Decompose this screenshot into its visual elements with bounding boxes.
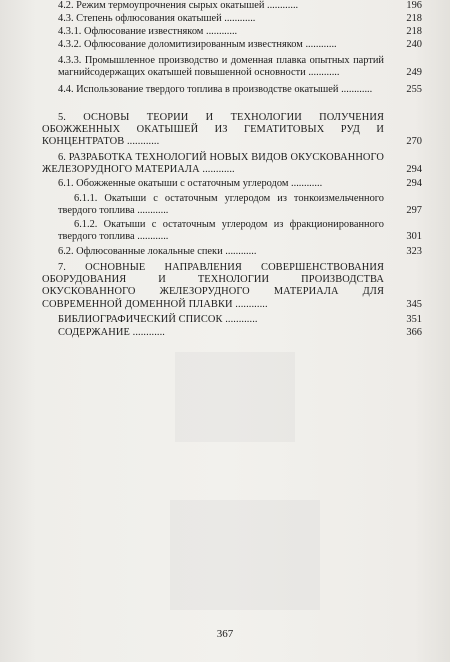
toc-entry-title: 4.4. Использование твердого топлива в производстве окатышей ............ — [58, 84, 373, 95]
show-through-shadow — [170, 500, 320, 610]
toc-entry-title: 6.1.2. Окатыши с остаточным углеродом из фракционированного твердого топлива ............ — [58, 219, 384, 243]
toc-entry-title: 4.3.3. Промышленное производство и доменная плавка опытных партий магнийсодержащих окатышей повышенной основности ............ — [58, 55, 384, 79]
toc-entry-page: 196 — [406, 0, 422, 11]
toc-entry-page: 323 — [406, 246, 422, 257]
toc-entry-page: 218 — [406, 26, 422, 37]
toc-entry-title: 4.2. Режим термоупрочнения сырых окатышей ............ — [58, 0, 299, 11]
page-number: 367 — [216, 628, 234, 640]
show-through-shadow — [175, 352, 295, 442]
toc-entry-title: 4.3.2. Офлюсование доломитизированным известняком ............ — [58, 39, 337, 50]
toc-entry — [42, 39, 422, 51]
toc-entry-page: 249 — [406, 67, 422, 79]
toc-chapter-entry — [42, 262, 422, 311]
toc-entry-title: 5. ОСНОВЫ ТЕОРИИ И ТЕХНОЛОГИИ ПОЛУЧЕНИЯ ОБОЖЖЕННЫХ ОКАТЫШЕЙ ИЗ ГЕМАТИТОВЫХ РУД И КОНЦЕНТРАТОВ ............ — [42, 112, 384, 148]
toc-entry — [42, 84, 422, 96]
toc-entry — [42, 314, 422, 326]
toc-entry — [42, 219, 422, 243]
toc-entry — [42, 178, 422, 190]
toc-entry-title: СОДЕРЖАНИЕ ............ — [58, 327, 166, 338]
toc-entry — [42, 193, 422, 217]
toc-entry-title: 6.1.1. Окатыши с остаточным углеродом из тонкоизмельченного твердого топлива ............ — [58, 193, 384, 217]
toc-entry-page: 294 — [406, 164, 422, 176]
toc-entry-title: 4.3.1. Офлюсование известняком ............ — [58, 26, 238, 37]
toc-entry — [42, 55, 422, 79]
toc-entry-title: БИБЛИОГРАФИЧЕСКИЙ СПИСОК ............ — [58, 314, 258, 325]
toc-entry-title: 7. ОСНОВНЫЕ НАПРАВЛЕНИЯ СОВЕРШЕНСТВОВАНИЯ ОБОРУДОВАНИЯ И ТЕХНОЛОГИИ ПРОИЗВОДСТВА ОКУСКОВАННОГО ЖЕЛЕЗОРУДНОГО МАТЕРИАЛА ДЛЯ СОВРЕМЕННОЙ ДОМЕННОЙ ПЛАВКИ ............ — [42, 262, 384, 310]
toc-entry — [42, 0, 422, 12]
toc-entry-page: 240 — [406, 39, 422, 50]
toc-entry-title: 6. РАЗРАБОТКА ТЕХНОЛОГИЙ НОВЫХ ВИДОВ ОКУСКОВАННОГО ЖЕЛЕЗОРУДНОГО МАТЕРИАЛА ............ — [42, 152, 384, 176]
toc-entry-page: 297 — [406, 205, 422, 217]
toc-entry-page: 345 — [406, 298, 422, 310]
toc-entry-page: 301 — [406, 231, 422, 243]
toc-entry-title: 6.1. Обожженные окатыши с остаточным углеродом ............ — [58, 178, 323, 189]
toc-entry-page: 366 — [406, 327, 422, 338]
toc-chapter-entry — [42, 112, 422, 149]
toc-entry-title: 6.2. Офлюсованные локальные спеки ............ — [58, 246, 257, 257]
toc-entry-page: 218 — [406, 13, 422, 24]
toc-entry — [42, 26, 422, 38]
toc-entry-page: 294 — [406, 178, 422, 189]
toc-entry — [42, 246, 422, 258]
toc-entry-page: 255 — [406, 84, 422, 95]
toc-entry-title: 4.3. Степень офлюсования окатышей ............ — [58, 13, 256, 24]
toc-chapter-entry — [42, 152, 422, 176]
toc-entry-page: 351 — [406, 314, 422, 325]
toc-entry — [42, 327, 422, 339]
toc-entry-page: 270 — [406, 136, 422, 148]
toc-entry — [42, 13, 422, 25]
